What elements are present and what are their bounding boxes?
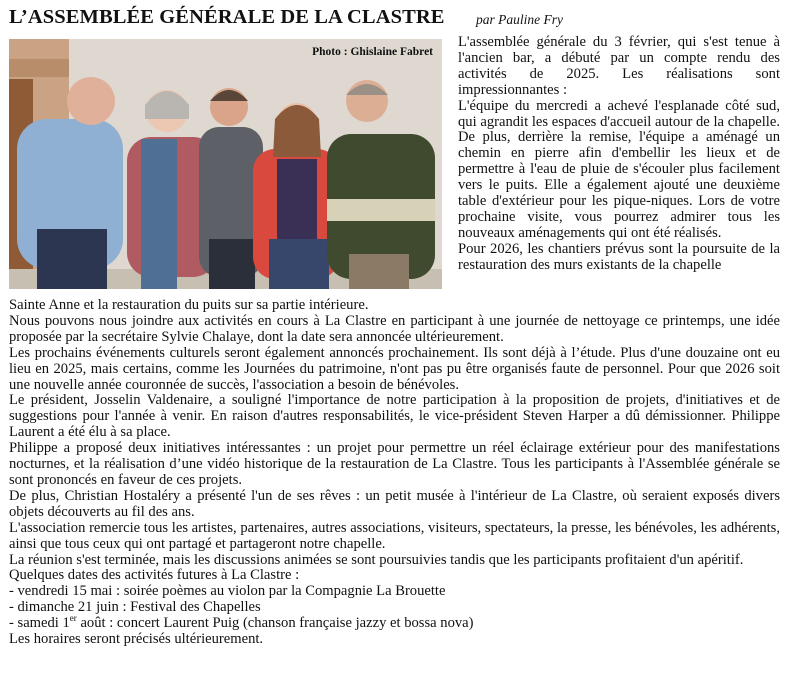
paragraph: La réunion s'est terminée, mais les discussions animées se sont poursuivies tandis que les participants profitaient d'un apéritif. (9, 551, 744, 568)
paragraph: Le président, Josselin Valdenaire, a souligné l'importance de notre participation à la proposition de projets, d'initiatives et de suggestions pour l'année à venir. En raison d'autres responsabilités, le vice-président Steven Harper a dû démissionner. Philippe Laurent a été élu à sa place. (9, 392, 780, 441)
dates-intro: Quelques dates des activités futures à La Clastre : (9, 567, 300, 584)
closing-line: Les horaires seront précisés ultérieurement. (9, 631, 264, 648)
list-item: - vendredi 15 mai : soirée poèmes au violon par la Compagnie La Brouette (9, 583, 446, 600)
list-item (9, 613, 780, 632)
article-byline: par Pauline Fry (476, 12, 563, 27)
paragraph: L'assemblée générale du 3 février, qui s'est tenue à l'ancien bar, a débuté par un compte rendu des activités de 2025. Les réalisations sont impressionnantes : (458, 34, 780, 98)
paragraph: Pour 2026, les chantiers prévus sont la poursuite de la restauration des murs existants de la chapelle (458, 240, 780, 273)
paragraph: Philippe a proposé deux initiatives intéressantes : un projet pour permettre un réel éclairage extérieur pour des manifestations nocturnes, et la réalisation d’une vidéo historique de la restauration de La Clastre. Tous les participants à l'Assemblée générale se sont prononcés en faveur de ces projets. (9, 440, 780, 488)
list-item-text: août : concert Laurent Puig (chanson française jazzy et bossa nova) (76, 615, 474, 632)
list-item-text: - samedi 1 (9, 615, 70, 632)
paragraph: Sainte Anne et la restauration du puits sur sa partie intérieure. (9, 297, 369, 313)
ordinal-superscript: er (69, 613, 77, 624)
group-photo-illustration (9, 39, 442, 289)
list-item: - dimanche 21 juin : Festival des Chapelles (9, 599, 261, 616)
paragraph: Nous pouvons nous joindre aux activités en cours à La Clastre en participant à une journée de nettoyage ce printemps, une idée proposée par la secrétaire Sylvie Chalaye, dont la date sera annoncée ultérieurement. (9, 312, 780, 345)
article-body (9, 298, 780, 648)
paragraph: L'équipe du mercredi a achevé l'esplanade côté sud, qui agrandit les espaces d'accueil autour de la chapelle. De plus, derrière la remise, l'équipe a aménagé un chemin en pierre afin d'embellir les lieux et de permettre à l'eau de pluie de s'écouler plus facilement vers le puits. Elle a également ajouté une deuxième table d'extérieur pour les pique-niques. Lors de votre prochaine visite, vous pourrez admirer tous les nouveaux aménagements qui ont été réalisés. (458, 97, 780, 241)
intro-column (458, 35, 780, 274)
group-photo (9, 39, 442, 289)
photo-credit: Photo : Ghislaine Fabret (312, 46, 433, 58)
paragraph: De plus, Christian Hostaléry a présenté l'un de ses rêves : un petit musée à l'intérieur de La Clastre, où seraient exposés divers objets découverts au fil des ans. (9, 487, 780, 520)
paragraph: L'association remercie tous les artistes, partenaires, autres associations, visiteurs, spectateurs, la presse, les bénévoles, les adhérents, ainsi que tous ceux qui ont partagé et partageront notre chapelle. (9, 519, 780, 552)
article-title: L’ASSEMBLÉE GÉNÉRALE DE LA CLASTRE (9, 6, 445, 28)
paragraph: Les prochains événements culturels seront également annoncés prochainement. Ils sont déjà à l’étude. Plus d'une douzaine ont eu lieu en 2025, mais certains, comme les Journées du patrimoine, n'ont pas pu être organisés faute de personnel. Pour que 2026 soit une nouvelle année couronnée de succès, l'association a besoin de bénévoles. (9, 344, 780, 393)
